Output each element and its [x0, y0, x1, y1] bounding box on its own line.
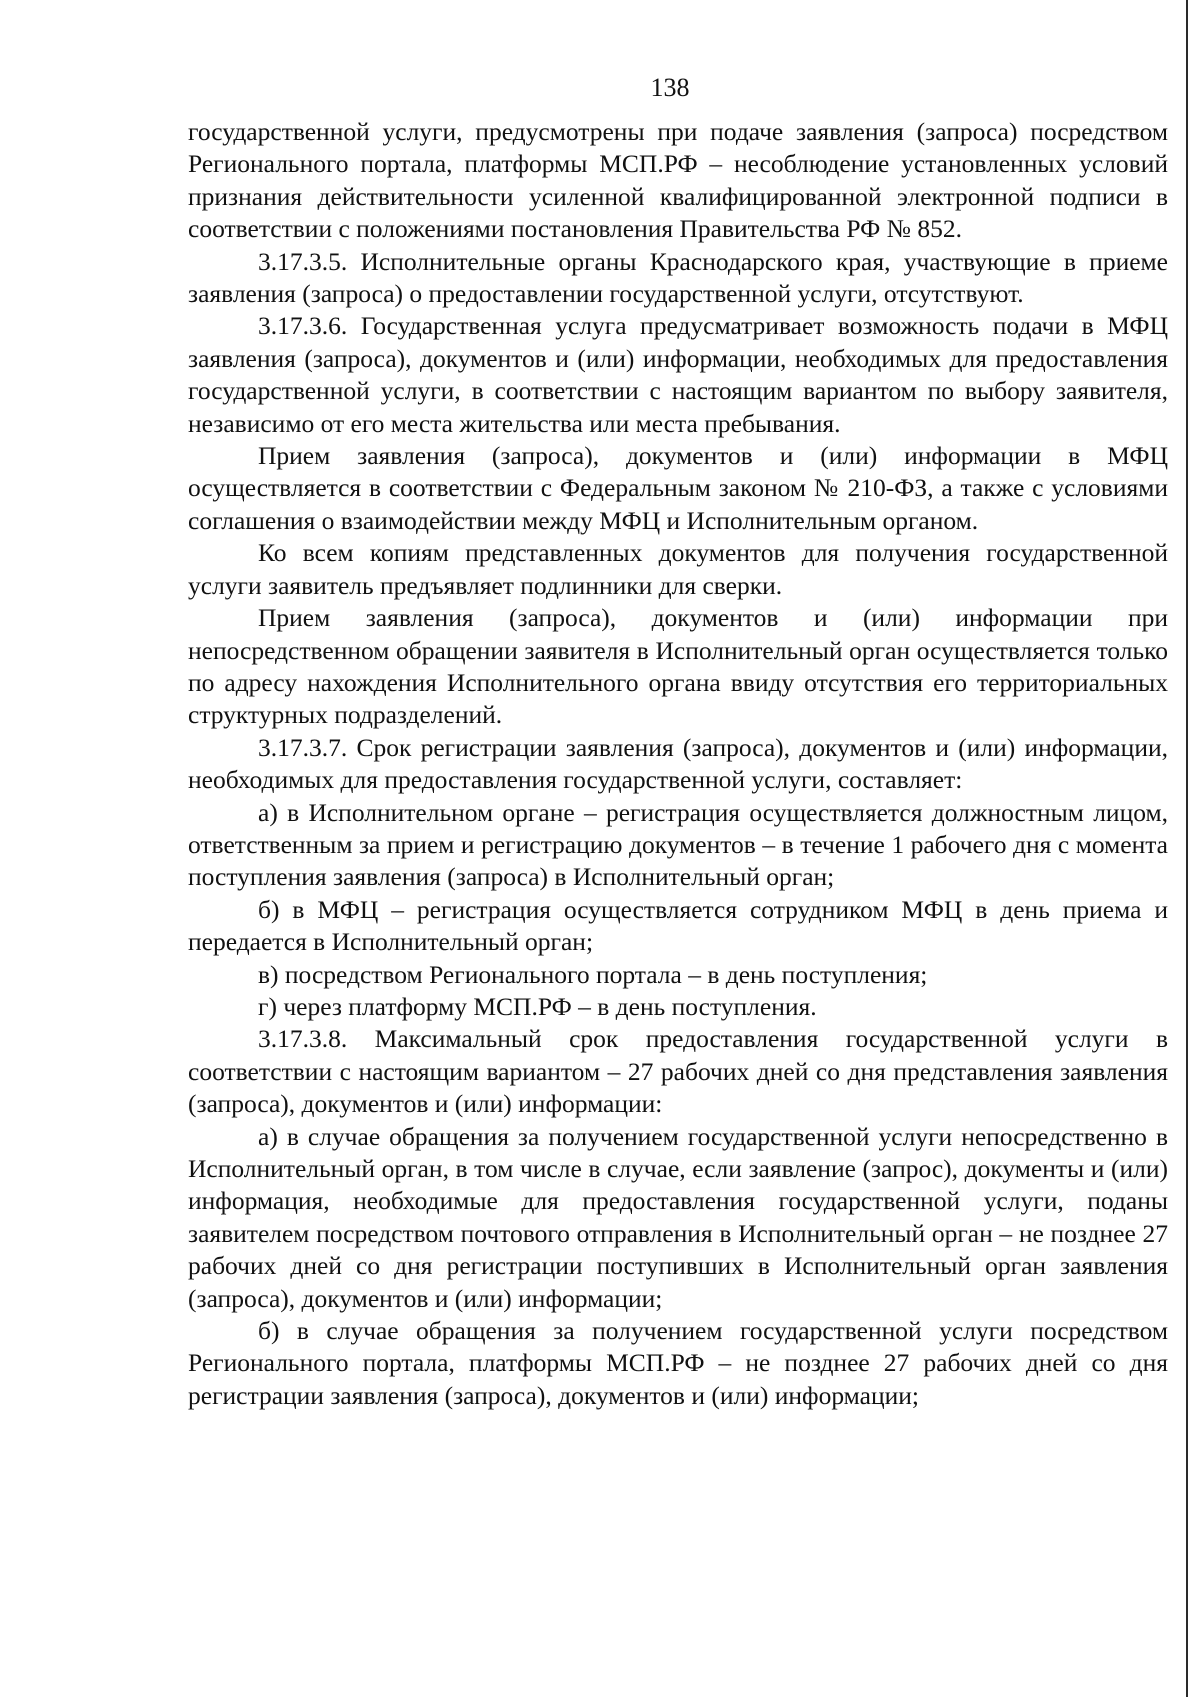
list-item-b-registration: б) в МФЦ – регистрация осуществляется сотрудником МФЦ в день приема и передается в Исполнительный орган;: [188, 894, 1168, 957]
paragraph-direct-reception: Прием заявления (запроса), документов и (или) информации при непосредственном обращении заявителя в Исполнительный орган осуществляется только по адресу нахождения Исполнительного органа ввиду отсутствия его территориальных структурных подразделений.: [188, 603, 1168, 730]
paragraph-3-17-3-6: 3.17.3.6. Государственная услуга предусматривает возможность подачи в МФЦ заявления (запроса), документов и (или) информации, необходимых для предоставления государственной услуги, в соответствии с настоящим вариантом по выбору заявителя, независимо от его места жительства или места пребывания.: [188, 311, 1168, 438]
list-item-b-term: б) в случае обращения за получением государственной услуги посредством Регионального портала, платформы МСП.РФ – не позднее 27 рабочих дней со дня регистрации заявления (запроса), документов и (или) информации;: [188, 1316, 1168, 1410]
list-item-g-registration: г) через платформу МСП.РФ – в день поступления.: [258, 991, 817, 1021]
paragraph-mfc-reception: Прием заявления (запроса), документов и (или) информации в МФЦ осуществляется в соответствии с Федеральным законом № 210-ФЗ, а также с условиями соглашения о взаимодействии между МФЦ и Исполнительным органом.: [188, 441, 1168, 535]
paragraph-3-17-3-7: 3.17.3.7. Срок регистрации заявления (запроса), документов и (или) информации, необходимых для предоставления государственной услуги, составляет:: [188, 732, 1168, 795]
paragraph-3-17-3-8: 3.17.3.8. Максимальный срок предоставления государственной услуги в соответствии с настоящим вариантом – 27 рабочих дней со дня представления заявления (запроса), документов и (или) информации:: [188, 1024, 1168, 1119]
paragraph-1: государственной услуги, предусмотрены при подаче заявления (запроса) посредством Регионального портала, платформы МСП.РФ – несоблюдение установленных условий признания действительности усиленной квалифицированной электронной подписи в соответствии с положениями постановления Правительства РФ № 852.: [188, 117, 1168, 244]
page-edge-line: [1186, 0, 1188, 1697]
page-number: 138: [650, 73, 690, 102]
document-body: [188, 116, 1168, 1412]
paragraph-3-17-3-5: 3.17.3.5. Исполнительные органы Краснодарского края, участвующие в приеме заявления (запроса) о предоставлении государственной услуги, отсутствуют.: [188, 246, 1168, 309]
paragraph-copies: Ко всем копиям представленных документов для получения государственной услуги заявитель предъявляет подлинники для сверки.: [188, 538, 1168, 600]
list-item-v-registration: в) посредством Регионального портала – в день поступления;: [258, 959, 928, 989]
list-item-a-registration: а) в Исполнительном органе – регистрация осуществляется должностным лицом, ответственным за прием и регистрацию документов – в течение 1 рабочего дня с момента поступления заявления (запроса) в Исполнительный орган;: [188, 797, 1168, 892]
list-item-a-term: а) в случае обращения за получением государственной услуги непосредственно в Исполнительный орган, в том числе в случае, если заявление (запрос), документы и (или) информация, необходимые для предоставления государственной услуги, поданы заявителем посредством почтового отправления в Исполнительный орган – не позднее 27 рабочих дней со дня регистрации поступивших в Исполнительный орган заявления (запроса), документов и (или) информации;: [188, 1121, 1168, 1313]
